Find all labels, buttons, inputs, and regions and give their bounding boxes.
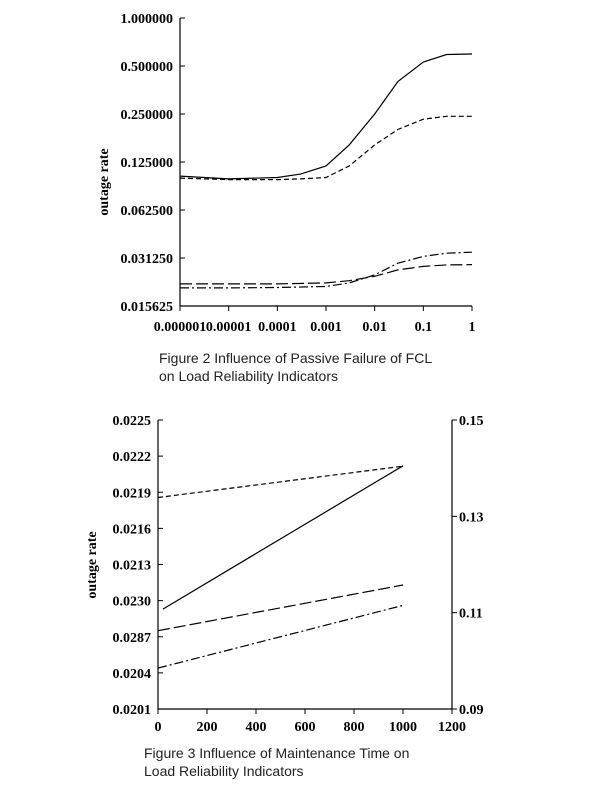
c2-x-tick-label: 800 (343, 720, 365, 735)
c1-x-tick-label: 0.00001 (205, 320, 252, 335)
figure-2-caption-line1: Figure 2 Influence of Passive Failure of FCL (159, 350, 433, 366)
c1-y-tick-label: 0.015625 (120, 300, 173, 315)
c2-y-tick-label: 0.0204 (112, 666, 151, 682)
c2-x-tick-label: 200 (196, 720, 218, 735)
c2-x-tick-label: 1200 (438, 720, 466, 735)
c2-y-tick-label: 0.0222 (112, 450, 151, 466)
figure-3-caption-line2: Load Reliability Indicators (144, 763, 304, 779)
c2-y-tick-label: 0.0219 (112, 486, 151, 502)
c2-series-line-3 (158, 585, 403, 631)
c2-y2-tick-label: 0.11 (459, 606, 483, 622)
c1-series-line-2 (180, 116, 472, 179)
c2-y-tick-label: 0.0213 (112, 558, 151, 574)
c1-x-tick-label: 1 (468, 320, 476, 335)
c1-y-tick-label: 0.062500 (120, 204, 173, 219)
c2-y-tick-label: 0.0230 (112, 594, 151, 610)
c1-x-tick-label: 0.01 (362, 320, 387, 335)
c2-y2-tick-label: 0.15 (459, 414, 484, 429)
c1-y-tick-label: 0.031250 (120, 252, 173, 267)
chart-maintenance-time (85, 414, 484, 735)
c2-x-tick-label: 1000 (389, 720, 417, 735)
c1-y-tick-label: 1.000000 (120, 12, 173, 27)
figure-3-caption-line1: Figure 3 Influence of Maintenance Time on (144, 745, 410, 761)
c1-x-tick-label: 0.000001 (153, 320, 207, 335)
c1-y-axis-label: outage rate (97, 148, 112, 216)
c2-y-axis-label: outage rate (85, 531, 100, 599)
c2-y2-tick-label: 0.13 (459, 510, 484, 526)
c2-x-tick-label: 400 (245, 720, 267, 735)
figure-3-caption (144, 744, 474, 780)
c2-series-line-4 (158, 605, 403, 668)
c1-x-tick-label: 0.1 (414, 320, 433, 335)
c2-y-tick-label: 0.0225 (112, 414, 151, 429)
c1-x-tick-label: 0.0001 (258, 320, 297, 335)
chart-passive-failure (97, 12, 476, 335)
c2-x-tick-label: 600 (294, 720, 316, 735)
c2-series-line-1 (163, 466, 403, 609)
c2-y-tick-label: 0.0201 (112, 703, 151, 718)
c1-series-line-1 (180, 54, 472, 179)
c2-series-line-2 (158, 466, 403, 497)
c2-y-tick-label: 0.0216 (112, 522, 151, 538)
c1-y-tick-label: 0.250000 (120, 108, 173, 123)
c2-y2-tick-label: 0.09 (459, 703, 484, 718)
c1-x-tick-label: 0.001 (310, 320, 342, 335)
c2-x-tick-label: 0 (154, 720, 162, 735)
figure-2-caption (159, 349, 489, 385)
figure-2-caption-line2: on Load Reliability Indicators (159, 368, 338, 384)
c2-y-tick-label: 0.0287 (112, 630, 151, 646)
c1-series-line-3 (180, 265, 472, 284)
c1-y-tick-label: 0.125000 (120, 156, 173, 171)
c1-y-tick-label: 0.500000 (120, 60, 173, 75)
